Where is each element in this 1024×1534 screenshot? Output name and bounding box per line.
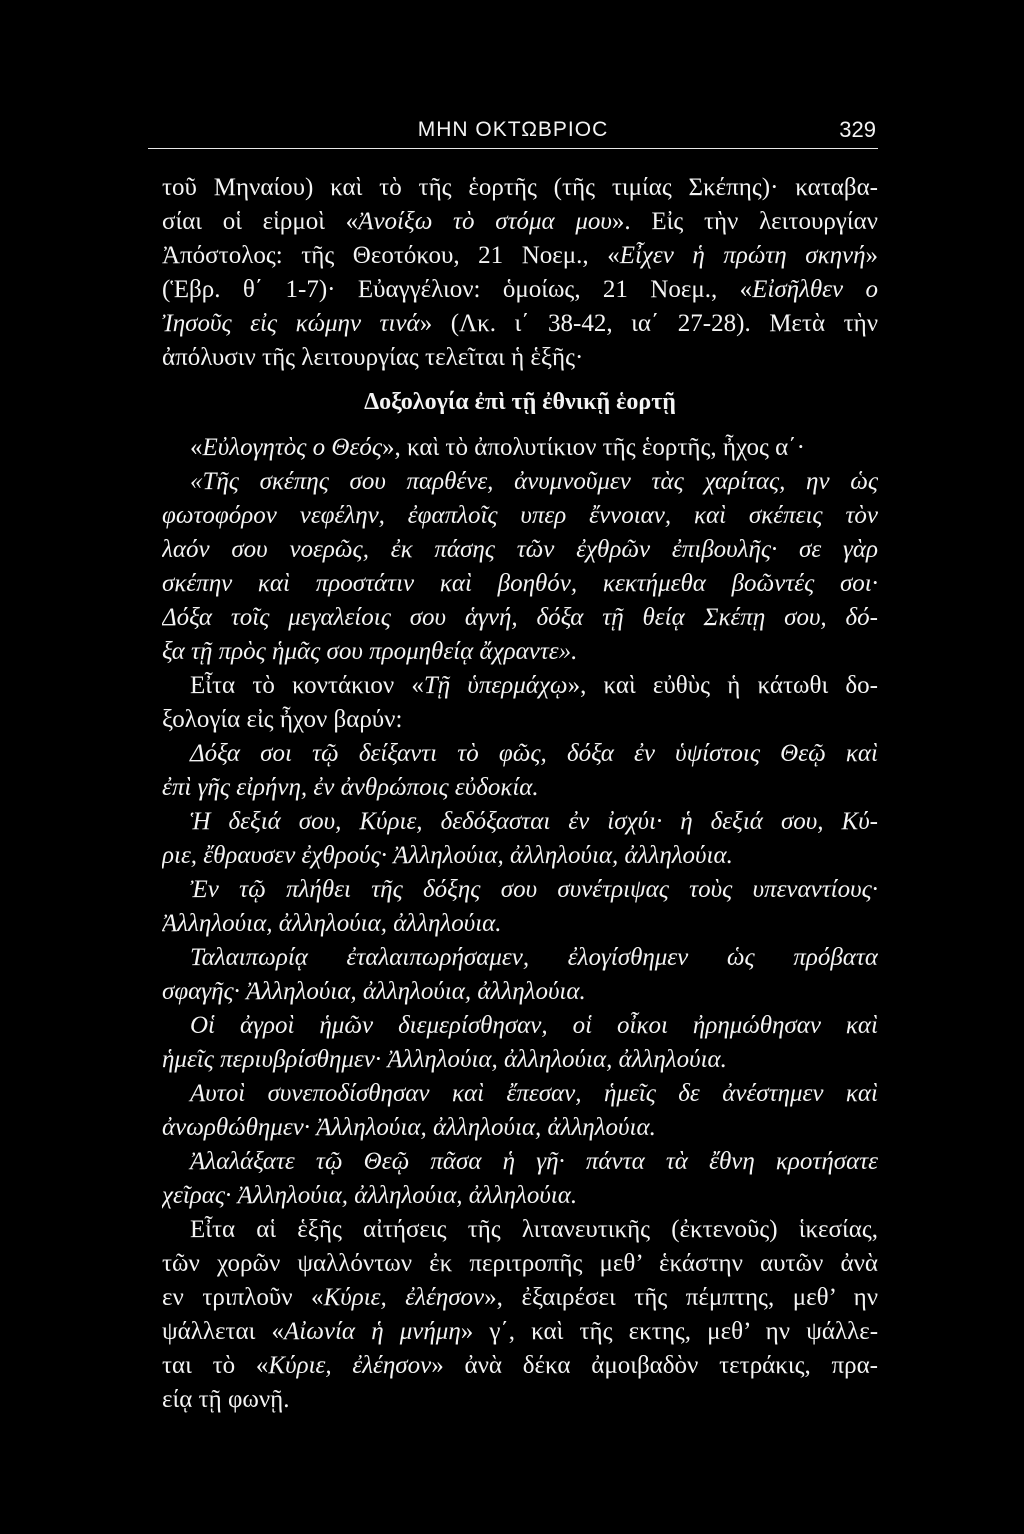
text-line (162, 975, 878, 1009)
running-head (148, 112, 878, 148)
paragraph (162, 1213, 878, 1417)
text-segment: είᾳ τῇ φωνῇ. (162, 1386, 290, 1413)
text-segment: » (865, 242, 878, 269)
text-line (162, 703, 878, 737)
italic-text: Τῇ ὑπερμάχῳ (423, 672, 568, 699)
text-line (162, 307, 878, 341)
text-line (162, 771, 878, 805)
text-segment: ψάλλεται « (162, 1318, 285, 1345)
text-segment: (Ἑβρ. θ΄ 1-7)· Εὐαγγέλιον: ὁμοίως, 21 Νοεμ., « (162, 276, 753, 303)
text-segment: Ἀπόστολος: τῆς Θεοτόκου, 21 Νοεμ., « (162, 242, 620, 269)
page-number: 329 (839, 117, 876, 142)
text-line (162, 239, 878, 273)
italic-text: ξα τῇ πρὸς ἡμᾶς σου προμηθείᾳ ἄχραντε». (162, 638, 578, 665)
text-line (162, 941, 878, 975)
text-line (162, 1179, 878, 1213)
text-line (162, 341, 878, 375)
text-line (162, 873, 878, 907)
text-line (162, 737, 878, 771)
body-text (162, 171, 878, 1431)
italic-text: «Τῆς σκέπης σου παρθένε, ἀνυμνοῦμεν τὰς χαρίτας, ην ὡς (190, 468, 878, 495)
italic-text: Εὐλογητὸς ο Θεός (202, 434, 382, 461)
text-segment: ξολογία εἰς ἦχον βαρύν: (162, 706, 403, 733)
text-line (162, 205, 878, 239)
text-line (162, 273, 878, 307)
italic-text: Αυτοὶ συνεποδίσθησαν καὶ ἔπεσαν, ἡμεῖς δε ἀνέστημεν καὶ (190, 1080, 878, 1107)
text-line (162, 1213, 878, 1247)
italic-text: ἐπὶ γῆς εἰρήνη, ἐν ἀνθρώποις εὐδοκία. (162, 774, 539, 801)
text-segment: Εἶτα αἱ ἑξῆς αἰτήσεις τῆς λιτανευτικῆς (ἐκτενοῦς) ἱκεσίας, (190, 1216, 878, 1243)
text-line (162, 465, 878, 499)
section-heading: Δοξολογία ἐπὶ τῇ ἐθνικῇ ἑορτῇ (364, 389, 676, 415)
italic-text: χεῖρας· Ἀλληλούια, ἀλληλούια, ἀλληλούια. (162, 1182, 578, 1209)
text-line (162, 1009, 878, 1043)
italic-text: σκέπην καὶ προστάτιν καὶ βοηθόν, κεκτήμεθα βοῶντές σοι· (162, 570, 878, 597)
italic-text: ἀνωρθώθημεν· Ἀλληλούια, ἀλληλούια, ἀλληλούια. (162, 1114, 656, 1141)
running-title: ΜΗΝ ΟΚΤΩΒΡΙΟϹ (417, 118, 609, 141)
text-segment: », καὶ τὸ ἀπολυτίκιον τῆς ἑορτῆς, ἦχος α΄· (381, 434, 805, 461)
paragraph (162, 431, 878, 465)
paragraph (162, 1077, 878, 1145)
text-segment: » γ΄, καὶ τῆς εκτης, μεθ’ ην ψάλλε- (460, 1318, 878, 1345)
italic-text: Κύριε, ἐλέησον (268, 1352, 432, 1379)
text-segment: εν τριπλοῦν « (162, 1284, 324, 1311)
text-line (162, 839, 878, 873)
italic-text: Ἡ δεξιά σου, Κύριε, δεδόξασται ἐν ἰσχύι· ἡ δεξιά σου, Κύ- (190, 808, 878, 835)
italic-text: Κύριε, ἐλέησον (323, 1284, 485, 1311)
text-segment: », ἐξαιρέσει τῆς πέμπτης, μεθ’ ην (484, 1284, 878, 1311)
paragraph (162, 465, 878, 669)
italic-text: Εἰσῆλθεν ο (752, 276, 878, 303)
italic-text: Οἱ ἀγροὶ ἡμῶν διεμερίσθησαν, οἱ οἶκοι ἠρημώθησαν καὶ (190, 1012, 878, 1039)
paragraph (162, 805, 878, 873)
italic-text: Εἶχεν ἡ πρώτη σκηνή (619, 242, 866, 269)
text-segment: Εἶτα τὸ κοντάκιον « (190, 672, 424, 699)
italic-text: Δόξα τοῖς μεγαλείοις σου ἁγνή, δόξα τῇ θείᾳ Σκέπῃ σου, δό- (162, 604, 878, 631)
text-line (162, 669, 878, 703)
text-line (162, 805, 878, 839)
continued-paragraph (162, 171, 878, 375)
text-segment: » (Λκ. ι΄ 38-42, ια΄ 27-28). Μετὰ τὴν (419, 310, 878, 337)
italic-text: Ἐν τῷ πλήθει τῆς δόξης σου συνέτριψας τοὺς υπεναντίους· (190, 876, 878, 903)
text-line (162, 601, 878, 635)
italic-text: Δόξα σοι τῷ δείξαντι τὸ φῶς, δόξα ἐν ὑψίστοις Θεῷ καὶ (190, 740, 878, 767)
italic-text: φωτοφόρον νεφέλην, ἐφαπλοῖς υπερ ἔννοιαν, καὶ σκέπεις τὸν (162, 502, 878, 529)
italic-text: ριε, ἔθραυσεν ἐχθρούς· Ἀλληλούια, ἀλληλούια, ἀλληλούια. (162, 842, 733, 869)
text-line (162, 1281, 878, 1315)
text-line (162, 907, 878, 941)
italic-text: σφαγῆς· Ἀλληλούια, ἀλληλούια, ἀλληλούια. (162, 978, 586, 1005)
italic-text: Αἰωνία ἡ μνήμη (284, 1318, 461, 1345)
text-line (162, 1315, 878, 1349)
text-line (162, 1383, 878, 1417)
italic-text: Ἀλληλούια, ἀλληλούια, ἀλληλούια. (162, 910, 502, 937)
italic-text: Ἀνοίξω τὸ στόμα μου (358, 208, 612, 235)
text-segment: ται τὸ « (162, 1352, 269, 1379)
italic-text: ἡμεῖς περιυβρίσθημεν· Ἀλληλούια, ἀλληλούια, ἀλληλούια. (162, 1046, 727, 1073)
text-line (162, 1111, 878, 1145)
text-line (162, 1077, 878, 1111)
italic-text: Ἀλαλάξατε τῷ Θεῷ πᾶσα ἡ γῆ· πάντα τὰ ἔθνη κροτήσατε (190, 1148, 878, 1175)
text-line (162, 1145, 878, 1179)
text-line (162, 635, 878, 669)
text-segment: τῶν χορῶν ψαλλόντων ἐκ περιτροπῆς μεθ’ ἑκάστην αυτῶν ἀνὰ (162, 1250, 878, 1277)
text-line (162, 567, 878, 601)
text-line (162, 499, 878, 533)
paragraph (162, 737, 878, 805)
text-segment: σίαι οἱ εἱρμοὶ « (162, 208, 359, 235)
paragraph (162, 873, 878, 941)
header-rule (148, 148, 878, 149)
text-line (162, 533, 878, 567)
paragraph (162, 1145, 878, 1213)
text-segment: » ἀνὰ δέκα ἀμοιβαδὸν τετράκις, πρα- (431, 1352, 878, 1379)
paragraph (162, 669, 878, 737)
paragraph-list (162, 431, 878, 1417)
text-line (162, 1349, 878, 1383)
text-line (162, 1247, 878, 1281)
italic-text: Ταλαιπωρίᾳ ἐταλαιπωρήσαμεν, ἐλογίσθημεν ὡς πρόβατα (190, 944, 878, 971)
text-segment: « (190, 434, 203, 461)
italic-text: Ἰησοῦς εἰς κώμην τινά (162, 310, 420, 337)
italic-text: λαόν σου νοερῶς, ἐκ πάσης τῶν ἐχθρῶν ἐπιβουλῆς· σε γὰρ (162, 536, 878, 563)
paragraph (162, 941, 878, 1009)
paragraph (162, 1009, 878, 1077)
text-segment: τοῦ Μηναίου) καὶ τὸ τῆς ἑορτῆς (τῆς τιμίας Σκέπης)· καταβα- (162, 174, 878, 201)
text-segment: ἀπόλυσιν τῆς λειτουργίας τελεῖται ἡ ἑξῆς· (162, 344, 584, 371)
text-segment: ». Εἰς τὴν λειτουργίαν (611, 208, 878, 235)
text-line (162, 1043, 878, 1077)
text-segment: », καὶ εὐθὺς ἡ κάτωθι δο- (567, 672, 878, 699)
text-line (162, 171, 878, 205)
text-line (162, 431, 878, 465)
